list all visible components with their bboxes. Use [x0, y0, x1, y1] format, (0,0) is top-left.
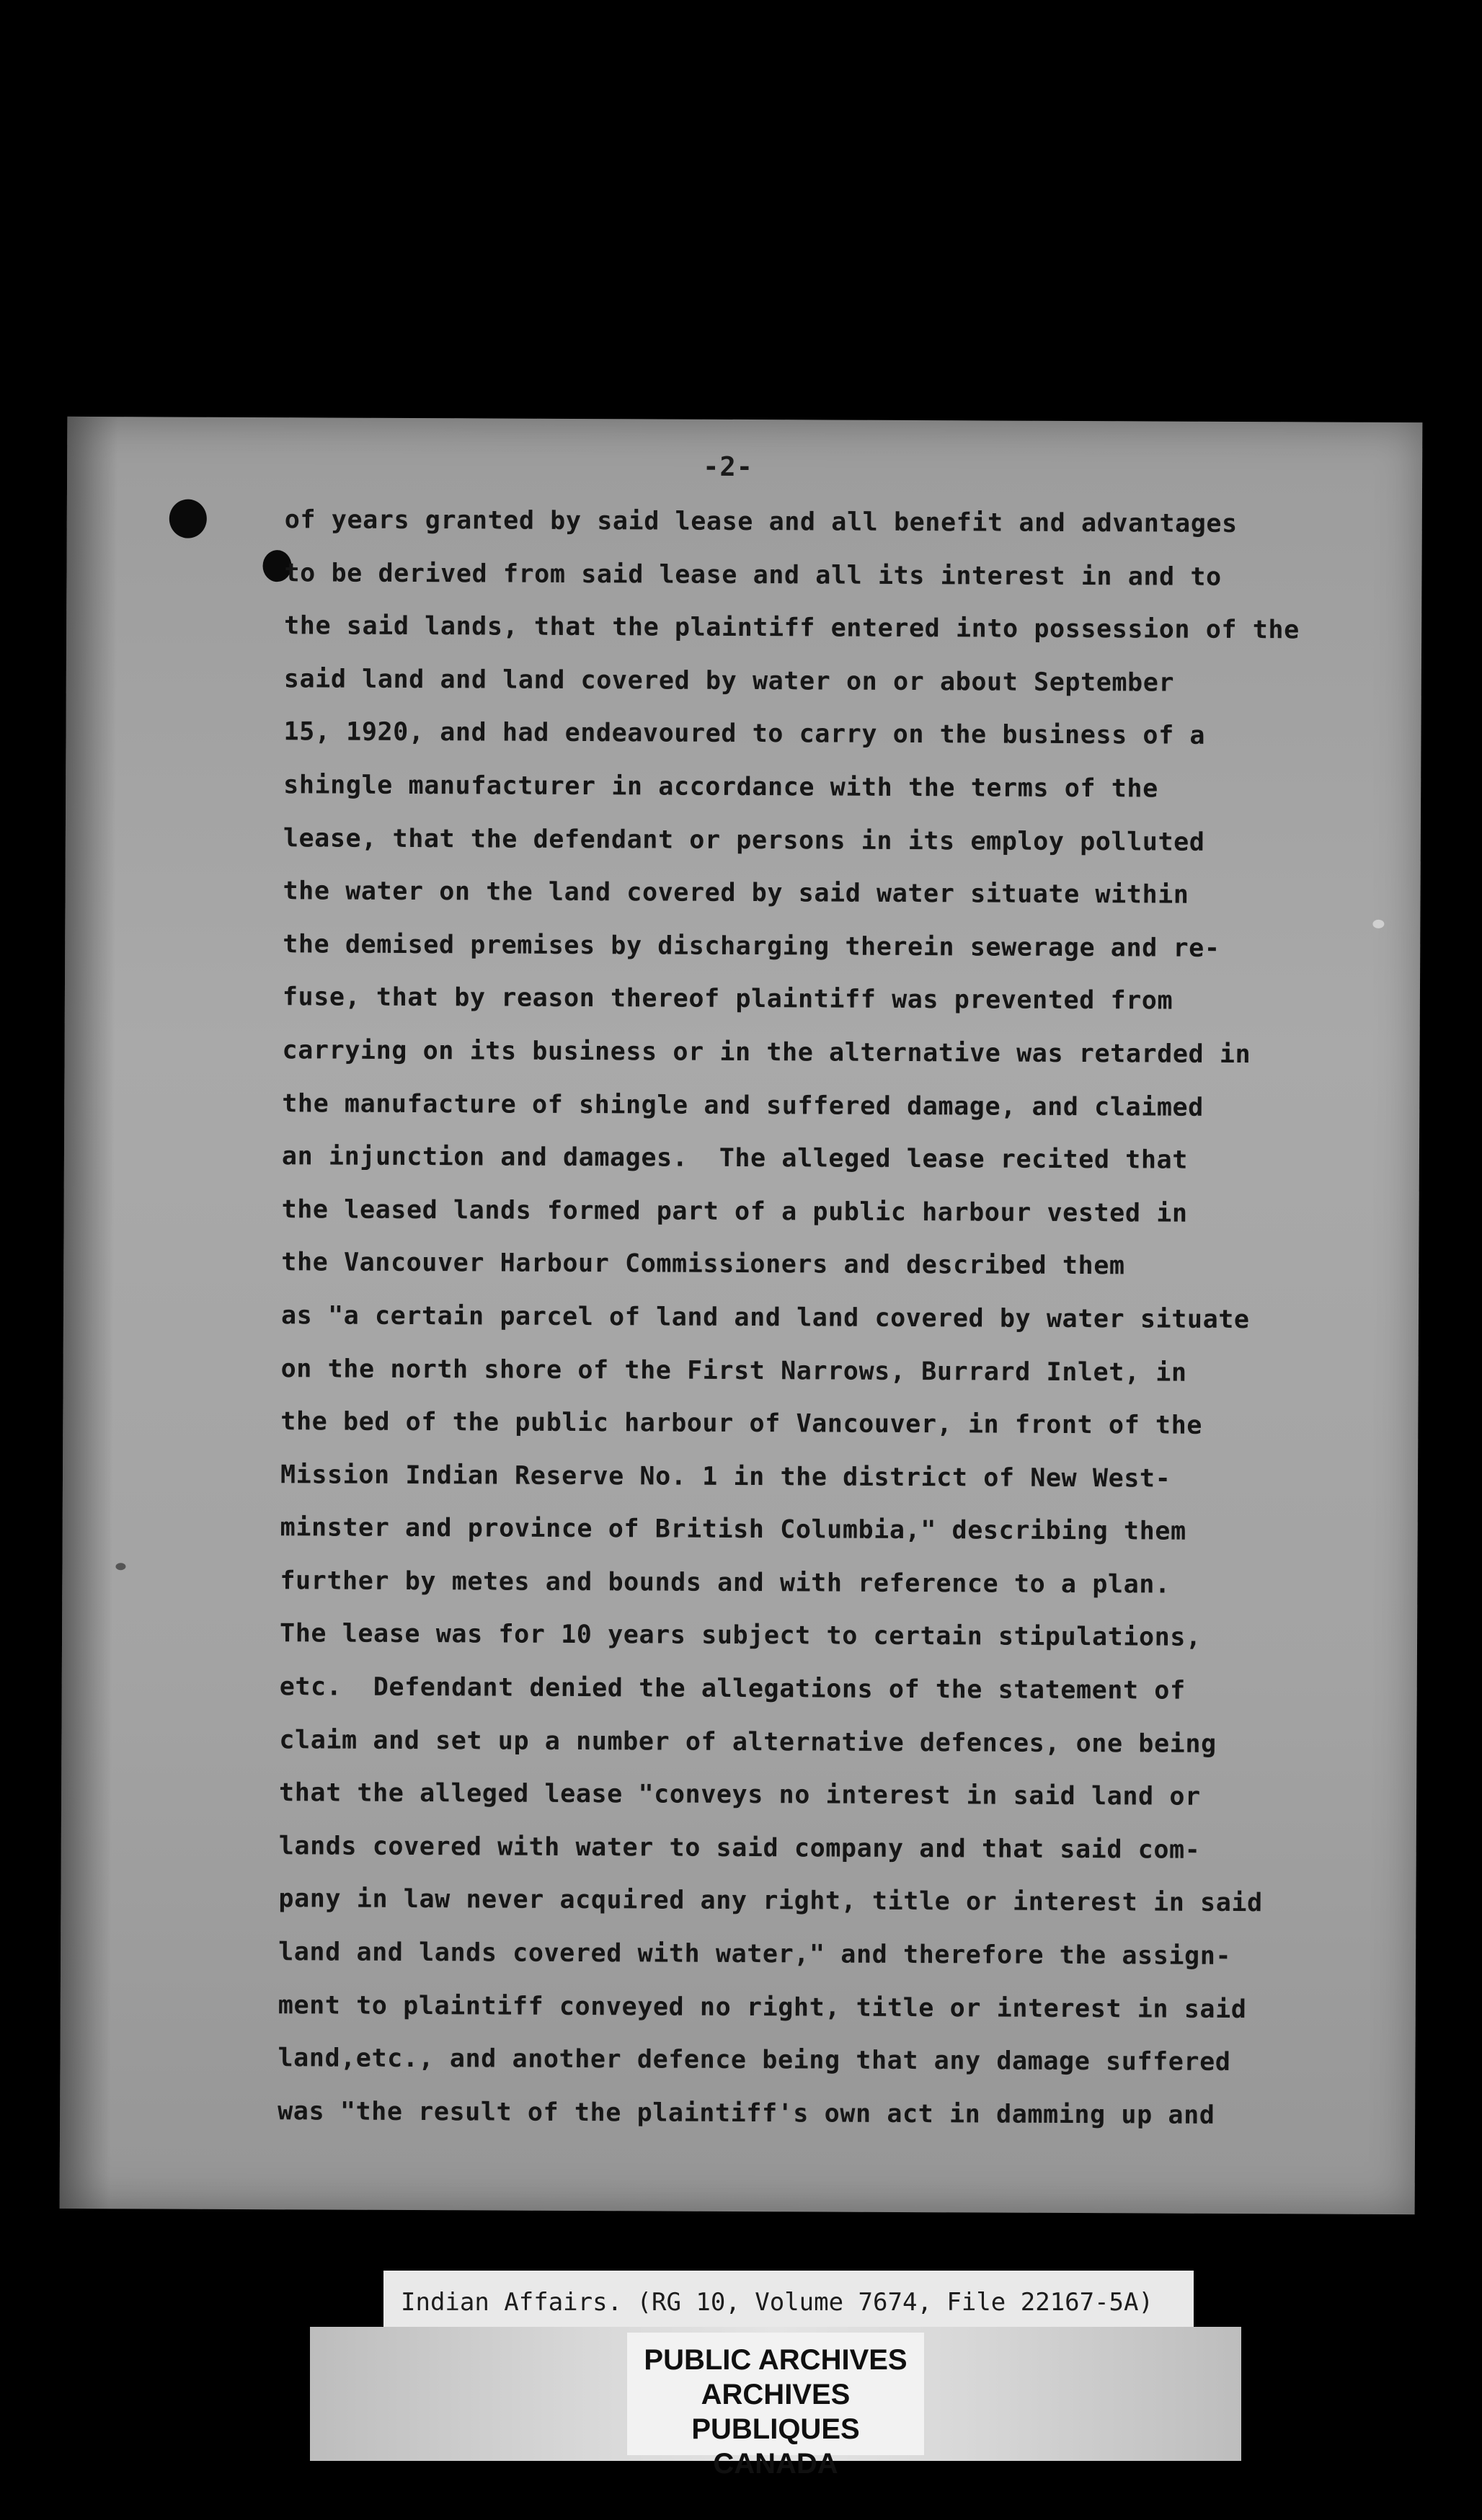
stamp-line-french: ARCHIVES PUBLIQUES [691, 2379, 860, 2445]
text-line: Mission Indian Reserve No. 1 in the district of New West- [280, 1460, 1171, 1494]
text-line: The lease was for 10 years subject to certain stipulations, [279, 1619, 1202, 1653]
text-line: said land and land covered by water on or about September [283, 665, 1175, 698]
archive-stamp [627, 2333, 924, 2480]
punch-hole-mark [169, 500, 207, 538]
body-text [278, 494, 1409, 2143]
document-page [60, 417, 1423, 2214]
text-line: lands covered with water to said company and that said com- [278, 1832, 1201, 1865]
stamp-line-country: CANADA [713, 2448, 838, 2480]
text-line: of years granted by said lease and all benefit and advantages [284, 505, 1238, 538]
text-line: was "the result of the plaintiff's own act in damming up and [278, 2097, 1215, 2130]
text-line: on the north shore of the First Narrows, Burrard Inlet, in [280, 1354, 1187, 1388]
text-line: minster and province of British Columbia," describing them [280, 1513, 1186, 1546]
text-line: as "a certain parcel of land and land covered by water situate [280, 1301, 1250, 1334]
text-line: to be derived from said lease and all its interest in and to [284, 558, 1222, 592]
text-line: that the alleged lease "conveys no interest in said land or [279, 1778, 1201, 1812]
text-line: lease, that the defendant or persons in its employ polluted [283, 823, 1205, 857]
text-line: pany in law never acquired any right, title or interest in said [278, 1884, 1263, 1918]
page-number: -2- [703, 451, 754, 483]
text-line: shingle manufacturer in accordance with the terms of the [283, 771, 1158, 804]
text-line: fuse, that by reason thereof plaintiff was prevented from [282, 982, 1173, 1016]
page-shadow-edge [60, 417, 118, 2209]
archive-stamp-bar [310, 2327, 1241, 2480]
text-line: the bed of the public harbour of Vancouver, in front of the [280, 1407, 1203, 1440]
ink-speck [115, 1563, 125, 1570]
text-line: land and lands covered with water," and therefore the assign- [278, 1938, 1232, 1971]
text-line: the Vancouver Harbour Commissioners and described them [281, 1248, 1125, 1281]
text-line: an injunction and damages. The alleged lease recited that [281, 1142, 1189, 1175]
text-line: the water on the land covered by said water situate within [283, 877, 1189, 910]
text-line: the said lands, that the plaintiff entered into possession of the [284, 611, 1300, 645]
text-line: land,etc., and another defence being that any damage suffered [278, 2044, 1231, 2077]
stamp-line-english: PUBLIC ARCHIVES [644, 2344, 908, 2376]
text-line: ment to plaintiff conveyed no right, title or interest in said [278, 1990, 1247, 2024]
text-line: etc. Defendant denied the allegations of the statement of [279, 1672, 1186, 1705]
archive-reference-label [383, 2271, 1194, 2334]
text-line: the leased lands formed part of a public harbour vested in [281, 1194, 1188, 1228]
text-line: claim and set up a number of alternative defences, one being [279, 1725, 1217, 1759]
text-line: the manufacture of shingle and suffered damage, and claimed [282, 1088, 1204, 1122]
archive-reference-text: Indian Affairs. (RG 10, Volume 7674, File 22167-5A) [401, 2288, 1153, 2317]
text-line: the demised premises by discharging therein sewerage and re- [283, 929, 1220, 963]
text-line: 15, 1920, and had endeavoured to carry on the business of a [283, 717, 1206, 751]
text-line: further by metes and bounds and with reference to a plan. [280, 1566, 1171, 1600]
text-line: carrying on its business or in the alternative was retarded in [282, 1036, 1251, 1070]
